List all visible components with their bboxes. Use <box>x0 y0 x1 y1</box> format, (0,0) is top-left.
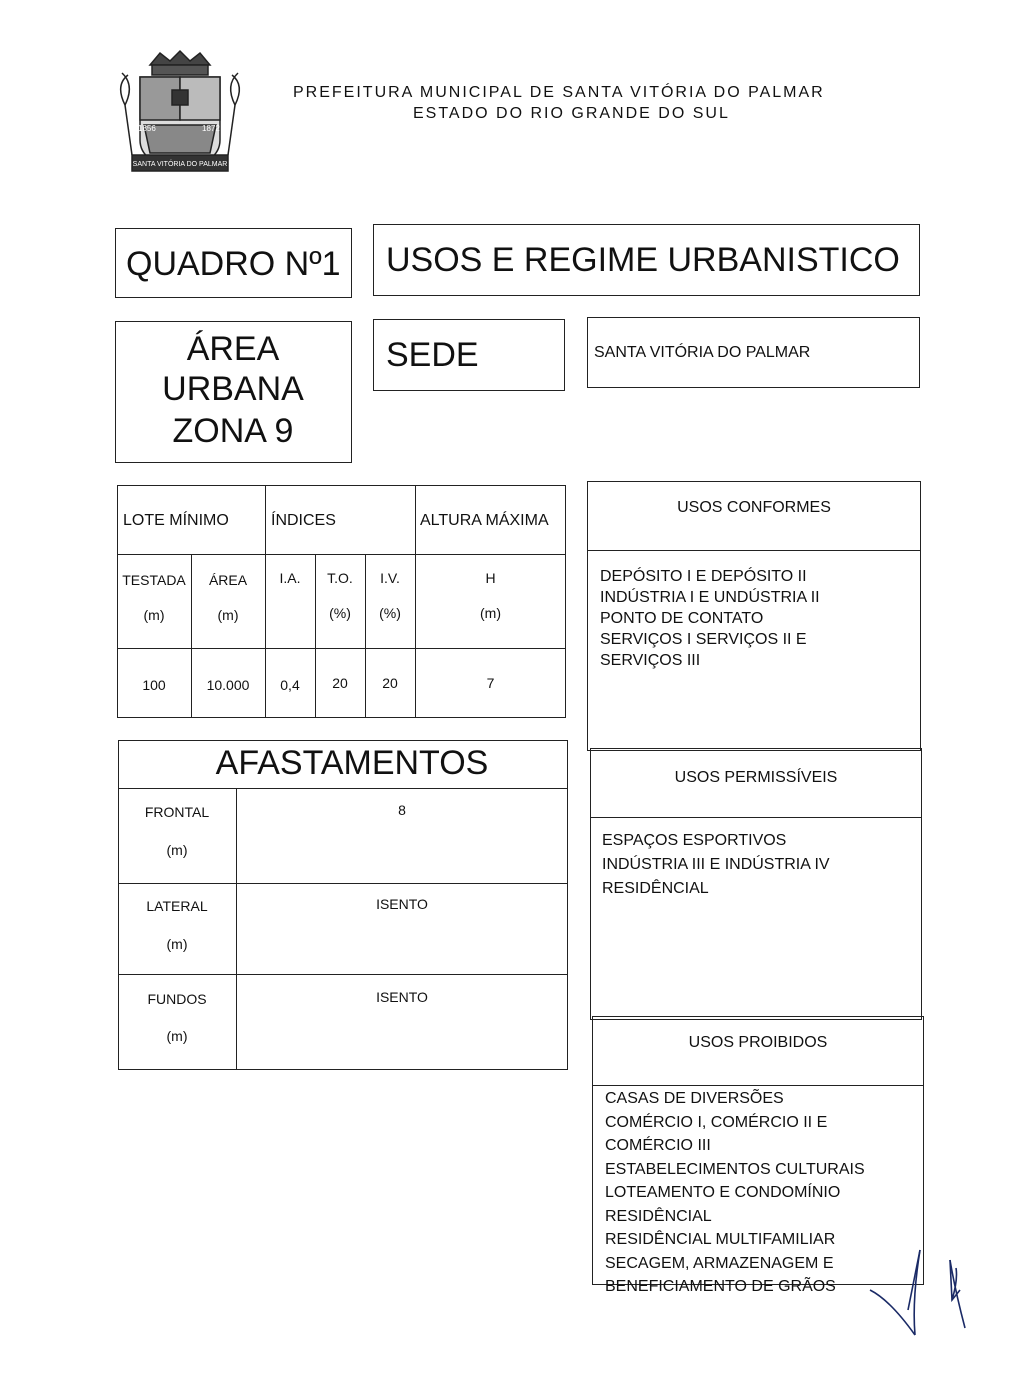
lateral-value: ISENTO <box>376 896 428 912</box>
municipio-label: SANTA VITÓRIA DO PALMAR <box>594 344 811 361</box>
lateral-label: LATERAL <box>146 898 208 914</box>
usos-permissiveis-title: USOS PERMISSÍVEIS <box>674 769 838 786</box>
fundos-label: FUNDOS <box>147 991 207 1007</box>
lateral-unit: (m) <box>166 936 188 952</box>
municipio-box <box>587 317 920 388</box>
header-line-2: ESTADO DO RIO GRANDE DO SUL <box>413 105 730 122</box>
zone-line-3: ZONA 9 <box>172 412 294 450</box>
usos-proibidos-title: USOS PROIBIDOS <box>688 1034 828 1051</box>
quadro-title: QUADRO Nº1 <box>126 245 341 283</box>
ia-header: I.A. <box>279 570 301 586</box>
header-line-1: PREFEITURA MUNICIPAL DE SANTA VITÓRIA DO PALMAR <box>293 84 825 101</box>
testada-header: TESTADA <box>122 572 186 588</box>
iv-header: I.V. <box>380 570 400 586</box>
iv-unit: (%) <box>379 605 401 621</box>
ia-value: 0,4 <box>280 677 300 693</box>
crest-year-right: 1872 <box>202 124 220 133</box>
sede-label: SEDE <box>386 336 479 374</box>
area-header: ÁREA <box>208 572 248 588</box>
municipal-crest-icon <box>110 45 250 180</box>
usos-conformes-list: DEPÓSITO I E DEPÓSITO II INDÚSTRIA I E UNDÚSTRIA II PONTO DE CONTATO SERVIÇOS I SERVIÇOS II E SERVIÇOS III <box>600 568 820 669</box>
lote-minimo-header: LOTE MÍNIMO <box>123 512 229 529</box>
frontal-label: FRONTAL <box>144 804 210 820</box>
subject-title: USOS E REGIME URBANISTICO <box>386 241 900 279</box>
indices-header: ÍNDICES <box>271 512 336 529</box>
zone-box <box>115 321 352 463</box>
crest-year-left: 1856 <box>138 124 156 133</box>
h-unit: (m) <box>480 605 501 621</box>
altura-maxima-header: ALTURA MÁXIMA <box>420 512 549 529</box>
usos-permissiveis-list: ESPAÇOS ESPORTIVOS INDÚSTRIA III E INDÚSTRIA IV RESIDÊNCIAL <box>602 832 830 897</box>
zone-line-2: URBANA <box>162 370 304 408</box>
frontal-value: 8 <box>398 802 406 818</box>
testada-value: 100 <box>142 677 166 693</box>
afastamentos-title: AFASTAMENTOS <box>215 744 489 782</box>
usos-conformes-title: USOS CONFORMES <box>677 499 831 516</box>
subject-box <box>373 224 920 296</box>
to-header: T.O. <box>327 570 353 586</box>
usos-proibidos-list: CASAS DE DIVERSÕES COMÉRCIO I, COMÉRCIO II E COMÉRCIO III ESTABELECIMENTOS CULTURAIS LOTEAMENTO E CONDOMÍNIO RESIDÊNCIAL RESIDÊNCIAL MULTIFAMILIAR SECAGEM, ARMAZENAGEM E BENEFICIAMENTO DE GRÃOS <box>605 1090 865 1295</box>
area-value: 10.000 <box>206 677 250 693</box>
sede-box <box>373 319 565 391</box>
quadro-box <box>115 228 352 298</box>
signature-mark <box>860 1240 990 1350</box>
testada-unit: (m) <box>143 607 165 623</box>
to-unit: (%) <box>329 605 351 621</box>
fundos-unit: (m) <box>166 1028 188 1044</box>
area-unit: (m) <box>217 607 239 623</box>
crest-ribbon-text: SANTA VITÓRIA DO PALMAR <box>132 161 228 168</box>
h-value: 7 <box>486 675 495 691</box>
to-value: 20 <box>332 675 348 691</box>
frontal-unit: (m) <box>166 842 188 858</box>
h-header: H <box>485 570 496 586</box>
zone-line-1: ÁREA <box>186 330 280 368</box>
fundos-value: ISENTO <box>376 989 428 1005</box>
iv-value: 20 <box>382 675 398 691</box>
